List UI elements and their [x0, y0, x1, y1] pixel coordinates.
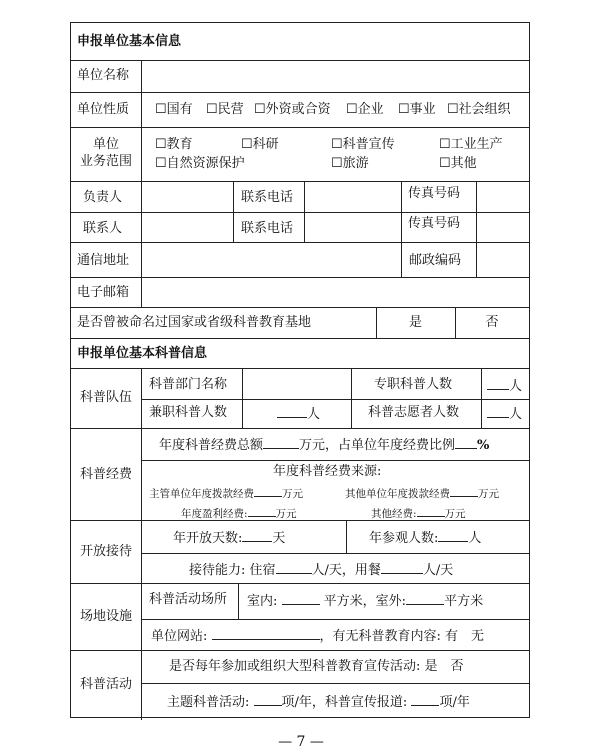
activity-question[interactable]: 是否每年参加或组织大型科普教育宣传活动: 是 否 — [169, 659, 464, 674]
team-parttime-label: 兼职科普人数 — [149, 405, 228, 420]
funds-supervisor-field[interactable]: 主管单位年度拨款经费 万元 — [149, 484, 303, 502]
scope-option-other[interactable]: ☐其他 — [439, 156, 477, 171]
unit-name-field[interactable] — [147, 68, 527, 84]
unit-name-label: 单位名称 — [77, 68, 130, 83]
section-title-basic-info: 申报单位基本信息 — [77, 34, 182, 49]
base-question: 是否曾被命名过国家或省级科普教育基地 — [77, 315, 312, 330]
unit-nature-option-enterprise[interactable]: ☐企业 — [346, 102, 384, 117]
funds-other-unit-field[interactable]: 其他单位年度拨款经费 万元 — [345, 484, 499, 502]
open-capacity-field[interactable]: 接待能力: 住宿 人/天，用餐 人/天 — [189, 563, 454, 578]
team-volunteer-field[interactable]: 人 — [487, 405, 522, 423]
head-phone-label: 联系电话 — [241, 190, 294, 205]
zip-label: 邮政编码 — [409, 253, 462, 268]
application-form-table — [70, 22, 530, 718]
team-volunteer-label: 科普志愿者人数 — [368, 405, 460, 420]
unit-nature-option-social-org[interactable]: ☐社会组织 — [447, 102, 511, 117]
team-fulltime-field[interactable]: 人 — [487, 377, 522, 395]
site-venue-label: 科普活动场所 — [149, 592, 228, 607]
open-days-field[interactable]: 年开放天数: 天 — [173, 531, 286, 546]
address-label: 通信地址 — [77, 253, 130, 268]
base-yes-option[interactable]: 是 — [408, 315, 422, 330]
activity-count-field[interactable]: 主题科普活动: 项/年，科普宣传报道: 项/年 — [167, 695, 470, 710]
team-parttime-field[interactable]: 人 — [277, 405, 320, 423]
unit-nature-option-state[interactable]: ☐国有 — [155, 102, 193, 117]
site-area-field[interactable]: 室内: 平方米，室外: 平方米 — [247, 594, 484, 609]
site-website-field[interactable]: 单位网站: ，有无科普教育内容: 有 无 — [151, 629, 485, 644]
unit-nature-option-private[interactable]: ☐民营 — [206, 102, 244, 117]
team-dept-label: 科普部门名称 — [149, 377, 228, 392]
head-label: 负责人 — [83, 190, 123, 205]
scope-option-research[interactable]: ☐科研 — [241, 137, 279, 152]
funds-other-field[interactable]: 其他经费: 万元 — [371, 504, 466, 522]
unit-nature-option-foreign[interactable]: ☐外资或合资 — [254, 102, 331, 117]
section-title-science-info: 申报单位基本科普信息 — [77, 346, 208, 361]
contact-phone-label: 联系电话 — [241, 221, 294, 236]
team-fulltime-label: 专职科普人数 — [374, 377, 453, 392]
page-number: — 7 — — [278, 734, 324, 750]
contact-label: 联系人 — [83, 221, 123, 236]
unit-nature-option-institution[interactable]: ☐事业 — [398, 102, 436, 117]
head-fax-label: 传真号码 — [408, 186, 461, 201]
scope-option-education[interactable]: ☐教育 — [155, 137, 193, 152]
funds-label: 科普经费 — [79, 467, 132, 482]
unit-nature-label: 单位性质 — [77, 102, 130, 117]
email-label: 电子邮箱 — [77, 285, 130, 300]
scope-option-tourism[interactable]: ☐旅游 — [331, 156, 369, 171]
activity-label: 科普活动 — [79, 677, 132, 692]
funds-profit-field[interactable]: 年度盈利经费: 万元 — [181, 504, 297, 522]
scope-option-publicity[interactable]: ☐科普宣传 — [331, 137, 395, 152]
scope-option-nature-protection[interactable]: ☐自然资源保护 — [155, 156, 245, 171]
scope-label-2: 业务范围 — [79, 154, 132, 169]
contact-fax-label: 传真号码 — [408, 216, 461, 231]
open-visitors-field[interactable]: 年参观人数: 人 — [369, 531, 482, 546]
scope-label-1: 单位 — [92, 137, 119, 152]
funds-total-line[interactable]: 年度科普经费总额 万元，占单位年度经费比例 % — [159, 438, 490, 453]
site-label: 场地设施 — [79, 609, 132, 624]
team-label: 科普队伍 — [79, 390, 132, 405]
scope-option-industry[interactable]: ☐工业生产 — [439, 137, 503, 152]
funds-source-title: 年度科普经费来源: — [273, 464, 382, 479]
base-no-option[interactable]: 否 — [485, 315, 499, 330]
open-label: 开放接待 — [79, 544, 132, 559]
